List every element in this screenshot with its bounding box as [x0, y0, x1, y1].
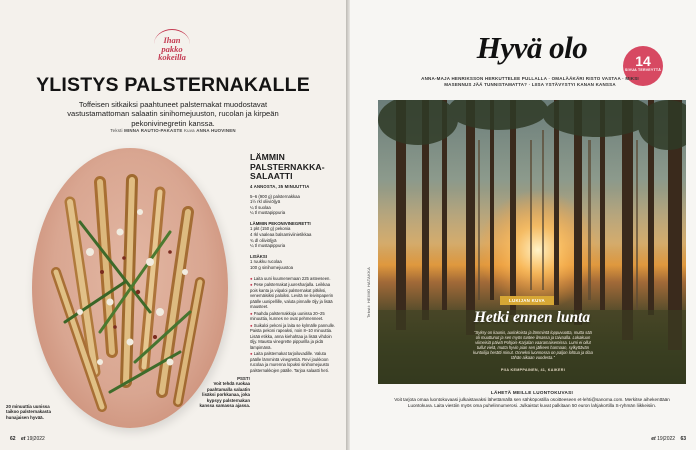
tip-box — [194, 376, 250, 408]
ingredient: 4 rkl vaaleaa balsamiviinietikkaa — [250, 232, 312, 238]
magazine-logo: et — [20, 436, 26, 442]
extras-heading: LISÄKSI — [250, 253, 267, 259]
recipe-steps — [250, 276, 338, 374]
recipe-step — [250, 351, 338, 373]
ingredient: 1 pkt (150 g) pekonia — [250, 226, 291, 232]
credit-text-name: MINNA RAUTIO-PAKASTE — [124, 128, 183, 133]
must-try-badge — [152, 36, 192, 62]
photo-title: Hetki ennen lunta — [473, 309, 591, 326]
magazine-logo: et — [651, 436, 656, 442]
badge-line-2: kokeilla — [158, 52, 186, 62]
pages-label: SIVUA TERVEYTTÄ — [624, 68, 662, 72]
step-bullet-icon: ● — [250, 282, 254, 288]
issue-number: 19|2022 — [657, 436, 676, 442]
credit-text-label: Teksti — [110, 128, 123, 133]
ingredients-main — [250, 194, 338, 216]
credit-photo-name: ANNA HUOVINEN — [196, 128, 236, 133]
ingredient: ¼ tl mustapippuria — [250, 210, 286, 216]
step-bullet-icon: ● — [250, 275, 254, 281]
page-number: 63 — [680, 436, 686, 442]
issue-number: 19|2022 — [26, 436, 45, 442]
tip-text: Voit tehdä ruokaa paahtamalla salaatin lisäksi porkkanaa, joka kypsyy palsternakan kanssa samassa ajassa. — [199, 381, 250, 409]
section-title: Hyvä olo — [476, 30, 588, 65]
submit-heading: LÄHETÄ MEILLE LUONTOKUVASI — [490, 390, 574, 395]
step-text: Laita uuni kuumenemaan 225 asteeseen. — [253, 275, 331, 281]
step-bullet-icon: ● — [250, 351, 254, 357]
step-text: Paahda palsternakkoja uunissa 20–25 minuuttia, kunnes ne ovat pehmenneet. — [250, 310, 325, 322]
recipe-step — [250, 311, 338, 322]
ingredient: ¼ tl mustapippuria — [250, 243, 286, 249]
ingredients-vinaigrette — [250, 221, 338, 249]
page-number: 62 — [10, 436, 16, 442]
ingredient: ¾ dl oliiviöljyä — [250, 237, 277, 243]
recipe-step — [250, 323, 338, 351]
ingredient: ¼ tl suolaa — [250, 204, 271, 210]
recipe-title: LÄMMIN PALSTERNAKKA-SALAATTI — [250, 152, 325, 181]
pages-count: 14 — [635, 53, 651, 69]
recipe-step — [250, 276, 338, 282]
badge-line-1: Ihan pakko — [161, 35, 183, 54]
vinaigrette-heading: LÄMMIN PEKONIVINEGRETTI — [250, 220, 311, 226]
right-page — [350, 0, 696, 450]
ingredients-extras — [250, 254, 338, 271]
article-credit — [0, 128, 346, 133]
recipe-servings: 4 ANNOSTA, 35 MINUUTTIA — [250, 183, 310, 189]
step-bullet-icon: ● — [250, 310, 254, 316]
step-bullet-icon: ● — [250, 322, 254, 328]
ingredient: 5–6 (900 g) palsternakkaa — [250, 193, 300, 199]
photo-quote: ”Syksy on kaunis, aurinkoista ja lämmintä loppuvuotta, mutta sää oli muuttunut ja sen myös tuntee ilmassa ja taivaalla. Lokakuun viimeisiä päiviä Pohjois-Karjalan vaaramaisemissa. Lumi ei ollut tullut vielä, mutta hyvin pian sen jälkeen harmaan, sylkyttävän kuntoilija herätti minut. Onneksi luonnossa on paljon lohtua ja tilaa tähän aikaan vuodesta.” — [473, 330, 593, 361]
page-folio-left — [10, 436, 45, 442]
photographer-signature: PIIA KEMPPAINEN, 41, KAIKERI — [500, 368, 566, 372]
recipe-step — [250, 282, 338, 310]
reader-photo-kicker: LUKIJAN KUVA — [500, 296, 554, 305]
ingredient: 1½ rkl oliiviöljyä — [250, 199, 281, 205]
left-page — [0, 0, 346, 450]
tip-label: PSST! — [237, 376, 250, 381]
photo-credit: Teksti: HEIMO HATAKKA — [366, 266, 371, 318]
credit-photo-label: Kuva — [183, 128, 195, 133]
recipe-box — [250, 153, 338, 374]
parsnip-salad-image — [40, 162, 220, 418]
ingredient: 100 g sinihomejuustoa — [250, 265, 293, 271]
step-text: Pese palsternakat juuresharjalla. Leikkaa pois kanta ja viipaloi palsternakat pitkiksi, venemäisiksi paloiksi. Levitä ne leivinpaperin päälle uunipellille, valuta pinnalle öljy ja lisää mausteet. — [250, 282, 334, 310]
article-lead: Toffeisen sitkaiksi paahtuneet palsternakat muodostavat vastustamattoman salaatin sinihomejuuston, rucolan ja kirpeän pekonivinegretin kanssa. — [67, 100, 279, 128]
photo-caption-left: 20 minuuttia uunissa taikoo palsternakasta hunajaisen hyvää. — [6, 404, 51, 420]
page-folio-right — [651, 436, 686, 442]
step-text: Suikaloi pekoni ja laita se kylmälle pannulle. Paista pekoni rapeaksi, noin 8–10 minuuttia. Lisää etikka, anna kiehahtaa ja lisää vihdoin öljy. Mausta vinegrette pippurilla ja pidä lämpimänä. — [250, 322, 336, 350]
submit-instructions: Voit tarjota omaa luontokuvaasi julkaistavaksi lähettämällä sen sähköpostilla osoitteeseen et-lehti@sanoma.com. Merkitse aihekenttään Luontokuva. Laita viestiin myös oma puhelinnumerosi. Julkaistut kuvat palkitaan 50 euron lahjakortilla S-ryhmän liikkeisiin. — [394, 397, 670, 408]
ingredient: 1 ruukku rucolaa — [250, 259, 282, 265]
article-title: YLISTYS PALSTERNAKALLE — [36, 74, 310, 96]
section-teaser: ANNA-MAJA HENRIKSSON HERKUTTELEE PULLALLA · OMALÄÄKÄRI RISTO VASTAA · MIKSI MASENNUS JÄÄ TUNNISTAMATTA? · LIISA YSTÄVYSTYI KANAN KANSSA — [421, 76, 639, 87]
step-text: Laita palsternakat tarjoiluvadille. Valuta päälle lämmintä vinegrettiä. Revi joukkoon rucolaa ja murenna lopuksi sinihomejuusto palsternakkojen päälle. Tarjoa salaatti heti. — [250, 351, 330, 373]
